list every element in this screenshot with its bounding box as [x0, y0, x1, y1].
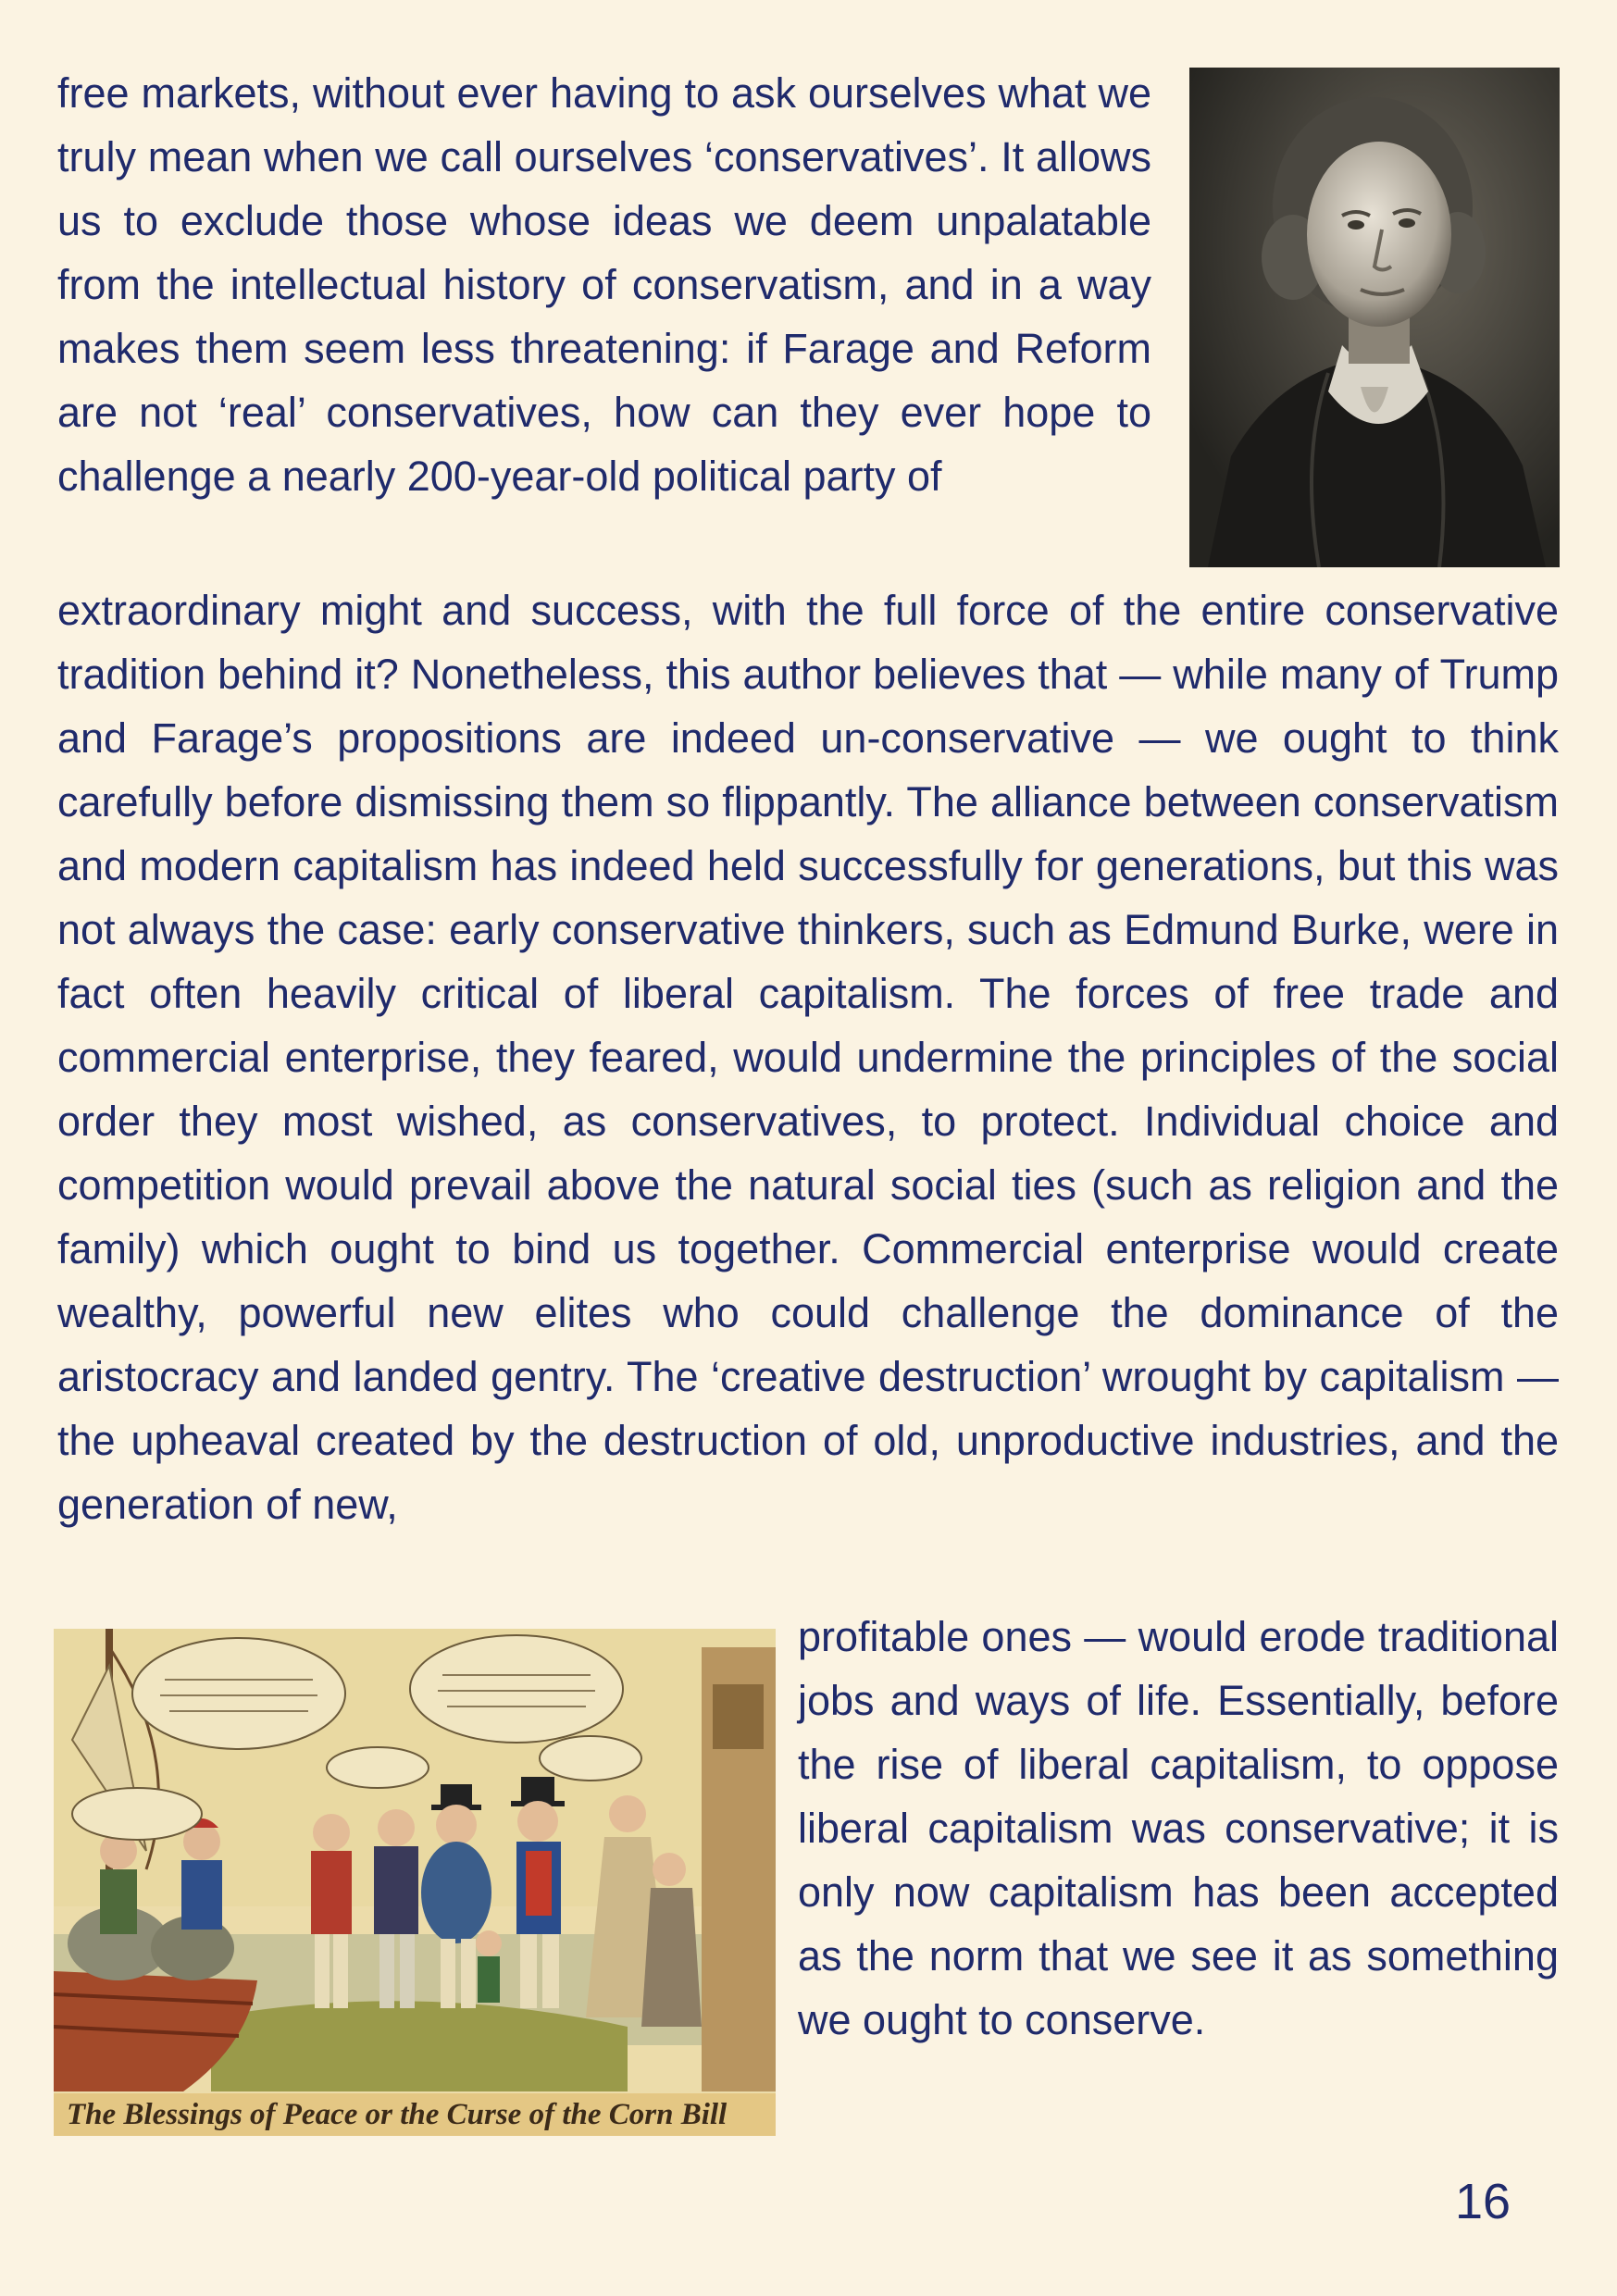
cartoon-caption: The Blessings of Peace or the Curse of the Corn Bill: [67, 2098, 728, 2131]
edmund-burke-portrait: [1189, 68, 1560, 567]
paragraph-main: extraordinary might and success, with the full force of the entire conservative tradition behind it? Nonetheless, this author believes that — while many of Trump and Farage’s propositions are indeed un-conservative — we ought to think carefully before dismissing them so flippantly. The alliance between conservatism and modern capitalism has indeed held successfully for generations, but this was not always the case: early conservative thinkers, such as Edmund Burke, were in fact often heavily critical of liberal capitalism. The forces of free trade and commercial enterprise, they feared, would undermine the principles of the social order they most wished, as conservatives, to protect. Individual choice and competition would prevail above the natural social ties (such as religion and the family) which ought to bind us together. Commercial enterprise would create wealthy, powerful new elites who could challenge the dominance of the aristocracy and landed gentry. The ‘creative destruction’ wrought by capitalism — the upheaval created by the destruction of old, unproductive industries, and the generation of new,: [57, 587, 1559, 1528]
paragraph-conclusion: profitable ones — would erode traditional jobs and ways of life. Essentially, before the rise of liberal capitalism, to oppose liberal capitalism was conservative; it is only now capitalism has been accepted as the norm that we see it as something we ought to conserve.: [798, 1613, 1559, 2043]
paragraph-intro: free markets, without ever having to ask ourselves what we truly mean when we call ourselves ‘conservatives’. It allows us to exclude those whose ideas we deem unpalatable from the intellectual history of conservatism, and in a way makes them seem less threatening: if Farage and Reform are not ‘real’ conservatives, how can they ever hope to challenge a nearly 200-year-old political party of: [57, 69, 1151, 500]
page-number: 16: [1455, 2174, 1511, 2229]
corn-bill-cartoon: [54, 1629, 776, 2136]
